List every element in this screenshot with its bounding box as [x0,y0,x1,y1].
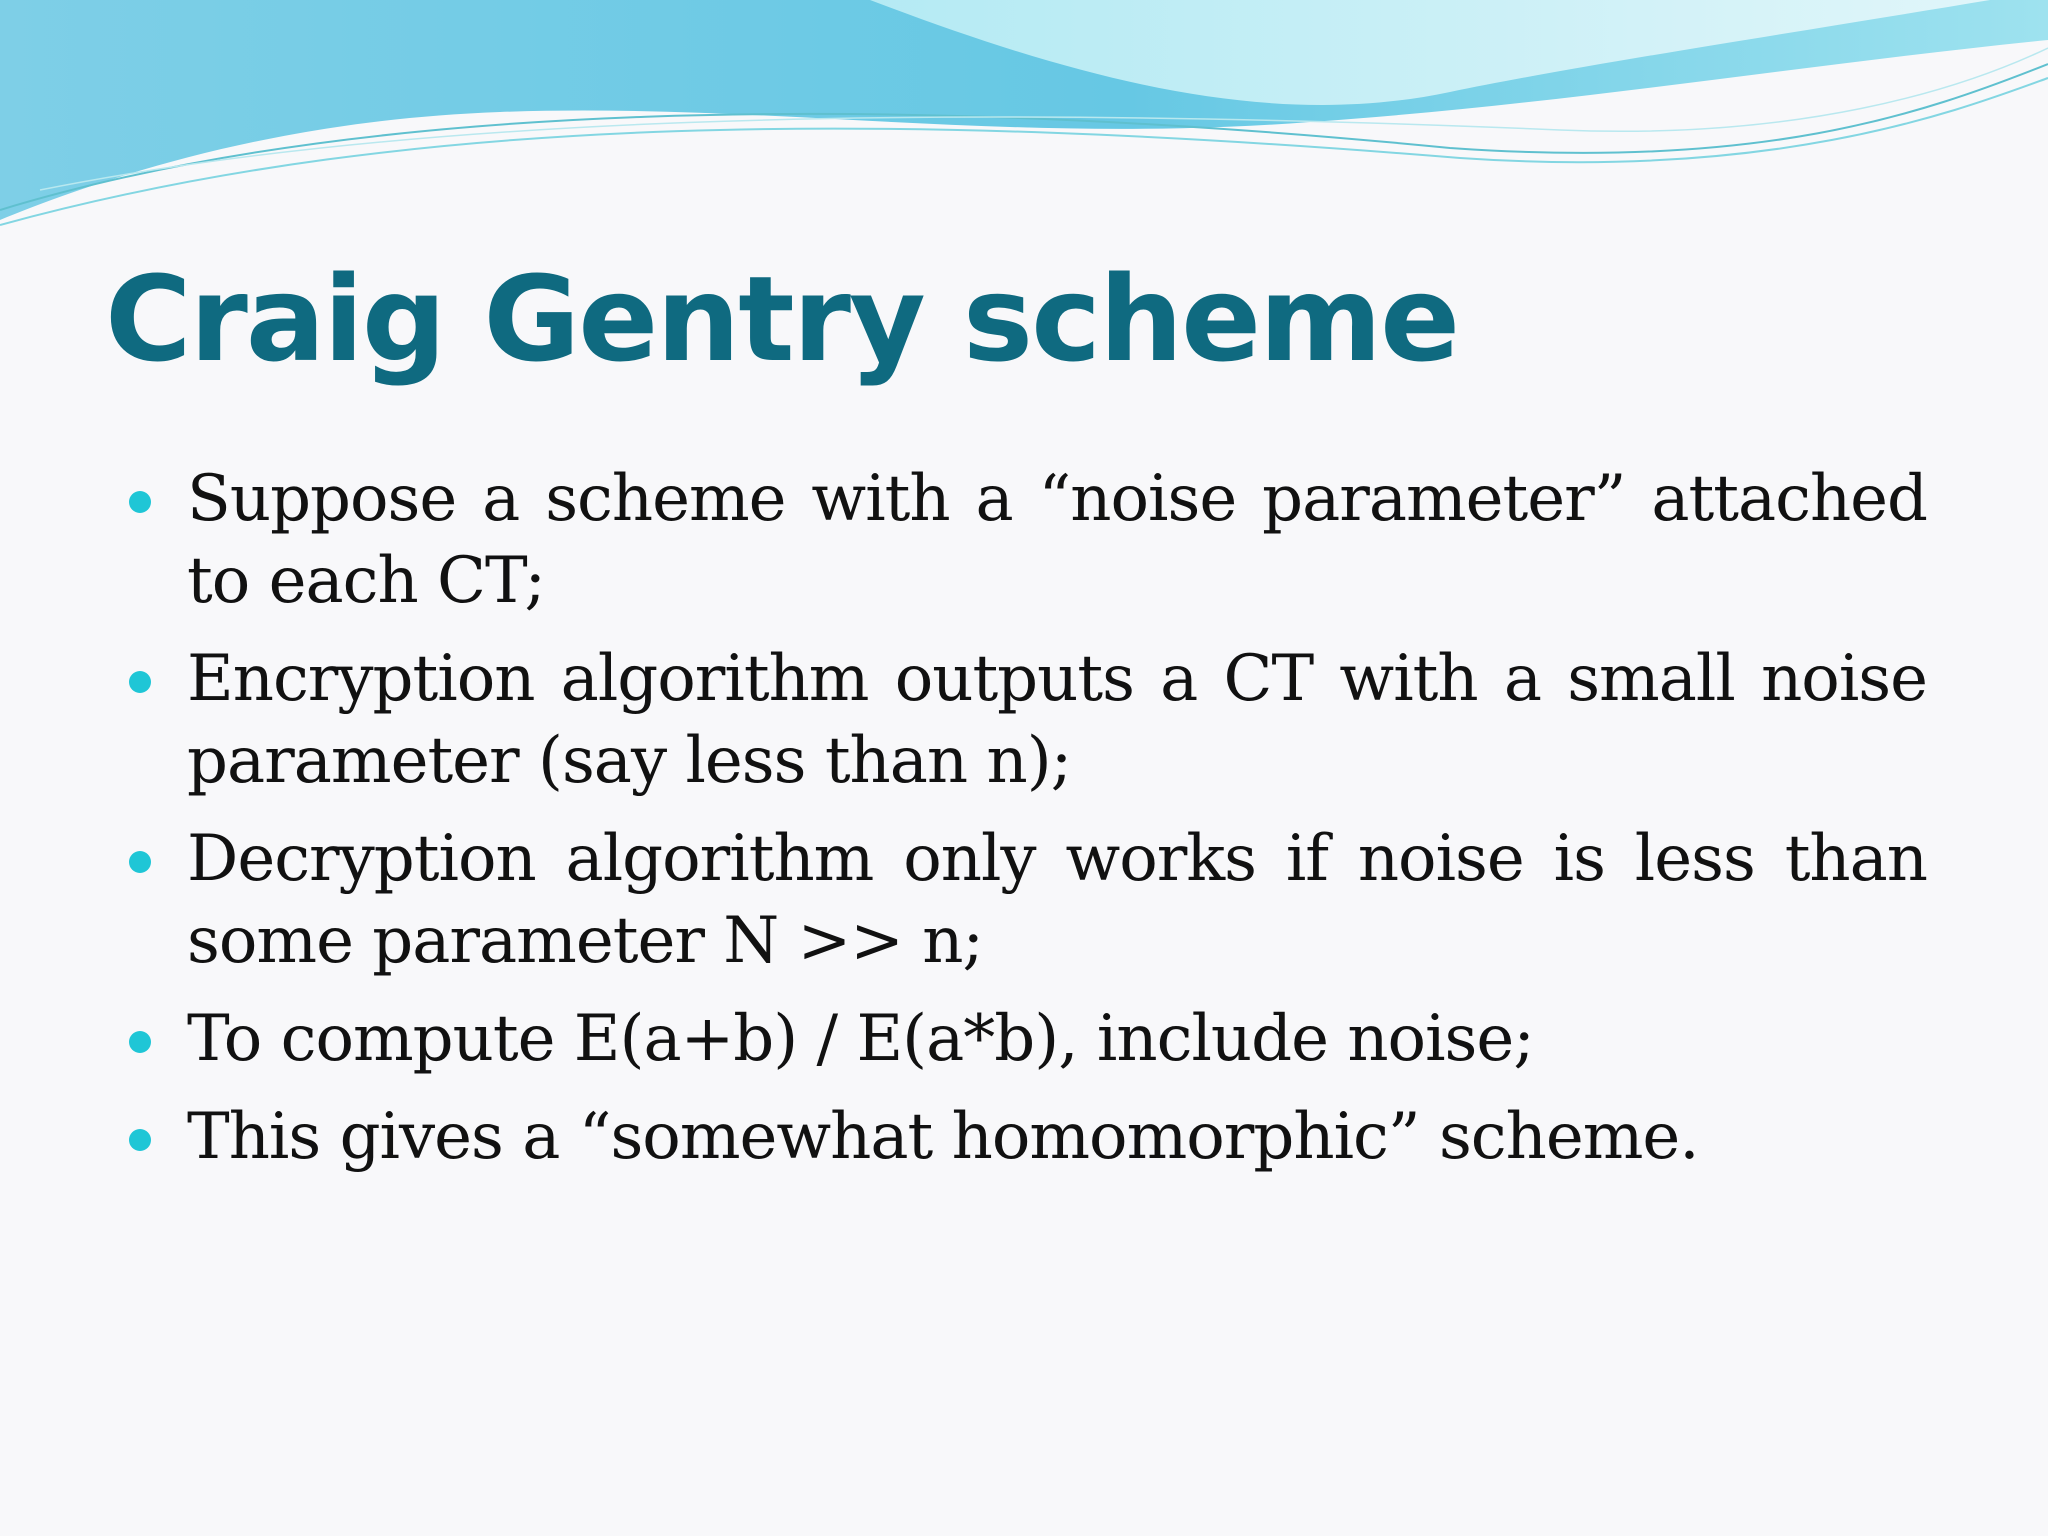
bullet-item [127,638,1927,802]
bullet-dot-icon [129,851,151,873]
bullet-item [127,998,1927,1080]
bullet-item [127,458,1927,622]
bullet-dot-icon [129,491,151,513]
bullet-item [127,1096,1927,1178]
bullet-text: To compute E(a+b) / E(a*b), include noise; [187,1002,1534,1076]
bullet-text: Decryption algorithm only works if noise is less than some parameter N >> n; [187,822,1927,978]
bullet-text: This gives a “somewhat homomorphic” scheme. [187,1100,1699,1174]
bullet-text: Suppose a scheme with a “noise parameter” attached to each CT; [187,462,1927,618]
header-wave-decoration [0,0,2048,260]
bullet-dot-icon [129,1031,151,1053]
bullet-list [127,458,1927,1194]
bullet-dot-icon [129,1129,151,1151]
bullet-dot-icon [129,671,151,693]
bullet-item [127,818,1927,982]
slide-title: Craig Gentry scheme [105,250,1459,388]
bullet-text: Encryption algorithm outputs a CT with a small noise parameter (say less than n); [187,642,1927,798]
